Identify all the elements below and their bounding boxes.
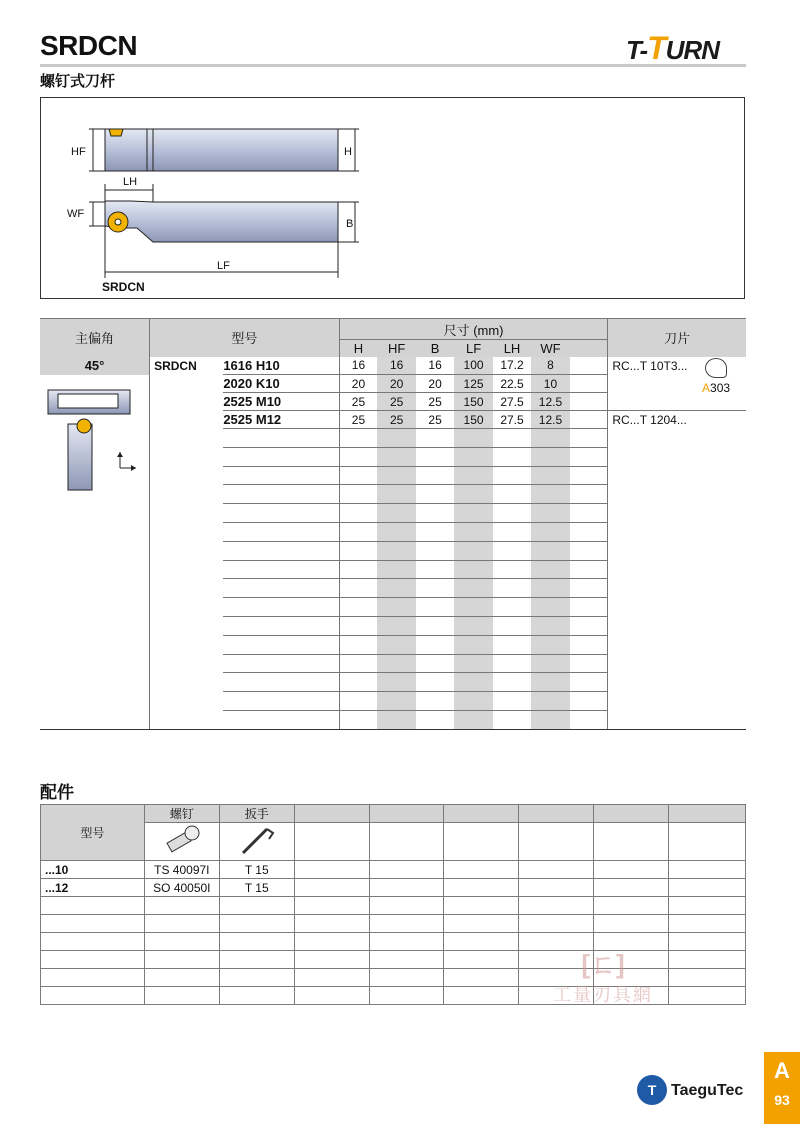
empty-row <box>40 692 746 711</box>
accessories-title: 配件 <box>40 783 74 802</box>
empty-row <box>40 710 746 729</box>
holder-side-view <box>105 129 338 171</box>
series-name: SRDCN <box>150 357 224 375</box>
dim-cell: 10 <box>531 375 570 393</box>
header-model: 型号 <box>150 319 340 357</box>
model-cell: 2525 M12 <box>223 411 339 429</box>
watermark-text: 工量刃具網 <box>553 985 653 1005</box>
watermark-mark-icon: [ㄈ] <box>581 949 625 979</box>
empty-row <box>40 579 746 598</box>
dim-col-wf: WF <box>531 340 570 357</box>
dim-cell: 20 <box>416 375 454 393</box>
acc-header-screw: 螺钉 <box>144 805 219 823</box>
acc-model-cell: ...10 <box>41 861 145 879</box>
table-row <box>40 411 746 429</box>
brand-logo <box>626 30 719 67</box>
holder-orientation-icon <box>46 386 140 496</box>
dim-cell: 20 <box>377 375 416 393</box>
acc-header-wrench: 扳手 <box>219 805 294 823</box>
holder-table <box>40 318 746 730</box>
empty-row <box>40 560 746 579</box>
dim-cell: 25 <box>416 393 454 411</box>
accessory-empty-row <box>41 915 746 933</box>
dim-col-hf: HF <box>377 340 416 357</box>
header-angle: 主偏角 <box>40 319 150 357</box>
header-insert: 刀片 <box>608 319 746 357</box>
empty-row <box>40 673 746 692</box>
dim-col-lh: LH <box>493 340 531 357</box>
dim-cell: 25 <box>377 411 416 429</box>
empty-row <box>40 522 746 541</box>
empty-row <box>40 466 746 485</box>
diagram-caption: SRDCN <box>102 280 145 294</box>
dim-col-h: H <box>339 340 377 357</box>
accessory-row <box>41 879 746 897</box>
dim-col-b: B <box>416 340 454 357</box>
dim-label-h: H <box>344 146 352 158</box>
dim-label-wf: WF <box>67 208 85 220</box>
dim-col-lf: LF <box>454 340 493 357</box>
empty-row <box>40 429 746 448</box>
acc-wrench-cell: T 15 <box>219 879 294 897</box>
insert-cell: RC...T 1204... <box>608 411 746 429</box>
dim-cell: 25 <box>416 411 454 429</box>
accessory-row <box>41 861 746 879</box>
empty-row <box>40 447 746 466</box>
table-row <box>40 357 746 375</box>
page-reference[interactable]: A303 <box>702 381 731 395</box>
brand-prefix: T- <box>626 35 648 65</box>
dim-cell: 12.5 <box>531 393 570 411</box>
dim-cell: 16 <box>339 357 377 375</box>
section-tab <box>764 1052 800 1124</box>
company-logo-text: TaeguTec <box>671 1082 744 1099</box>
table-row <box>40 393 746 411</box>
brand-accent: T <box>647 30 666 66</box>
screw-icon <box>162 823 202 857</box>
dim-cell: 25 <box>377 393 416 411</box>
dim-cell: 125 <box>454 375 493 393</box>
acc-screw-cell: TS 40097I <box>144 861 219 879</box>
tool-drawing <box>41 98 746 300</box>
dim-cell: 100 <box>454 357 493 375</box>
angle-value: 45° <box>40 357 150 375</box>
dim-cell: 17.2 <box>493 357 531 375</box>
acc-screw-cell: SO 40050I <box>144 879 219 897</box>
dim-cell: 25 <box>339 411 377 429</box>
dim-cell: 150 <box>454 393 493 411</box>
empty-row <box>40 616 746 635</box>
dim-cell: 150 <box>454 411 493 429</box>
dim-cell: 12.5 <box>531 411 570 429</box>
acc-wrench-cell: T 15 <box>219 861 294 879</box>
empty-row <box>40 541 746 560</box>
page-title: SRDCN <box>40 30 138 61</box>
acc-header-model: 型号 <box>41 805 145 861</box>
insert-cell: RC...T 10T3... <box>608 357 746 375</box>
accessory-empty-row <box>41 897 746 915</box>
insert-side <box>109 129 123 136</box>
brand-rest: URN <box>665 35 719 65</box>
dim-cell: 27.5 <box>493 411 531 429</box>
model-cell: 2020 K10 <box>223 375 339 393</box>
dim-label-lf: LF <box>217 260 230 272</box>
magnifier-icon[interactable] <box>705 358 727 378</box>
page-number: 93 <box>774 1092 790 1108</box>
dim-cell: 25 <box>339 393 377 411</box>
holder-top-view <box>105 201 338 242</box>
watermark <box>538 944 668 1014</box>
model-cell: 2525 M10 <box>223 393 339 411</box>
tool-diagram <box>40 97 745 299</box>
empty-row <box>40 504 746 523</box>
taegutec-logo-icon: T <box>637 1075 667 1105</box>
model-cell: 1616 H10 <box>223 357 339 375</box>
dim-cell: 20 <box>339 375 377 393</box>
dim-cell: 16 <box>377 357 416 375</box>
empty-row <box>40 654 746 673</box>
dim-cell: 22.5 <box>493 375 531 393</box>
section-letter: A <box>774 1058 790 1083</box>
page-subtitle: 螺钉式刀杆 <box>40 73 116 90</box>
empty-row <box>40 485 746 504</box>
header-dims: 尺寸 (mm) <box>339 319 608 340</box>
dim-cell: 8 <box>531 357 570 375</box>
dim-cell: 16 <box>416 357 454 375</box>
dim-cell: 27.5 <box>493 393 531 411</box>
dim-label-b: B <box>346 218 354 230</box>
table-row <box>40 375 746 393</box>
empty-row <box>40 635 746 654</box>
dim-label-lh: LH <box>123 176 138 188</box>
wrench-icon <box>237 823 277 857</box>
dim-label-hf: HF <box>71 146 86 158</box>
acc-model-cell: ...12 <box>41 879 145 897</box>
empty-row <box>40 598 746 617</box>
